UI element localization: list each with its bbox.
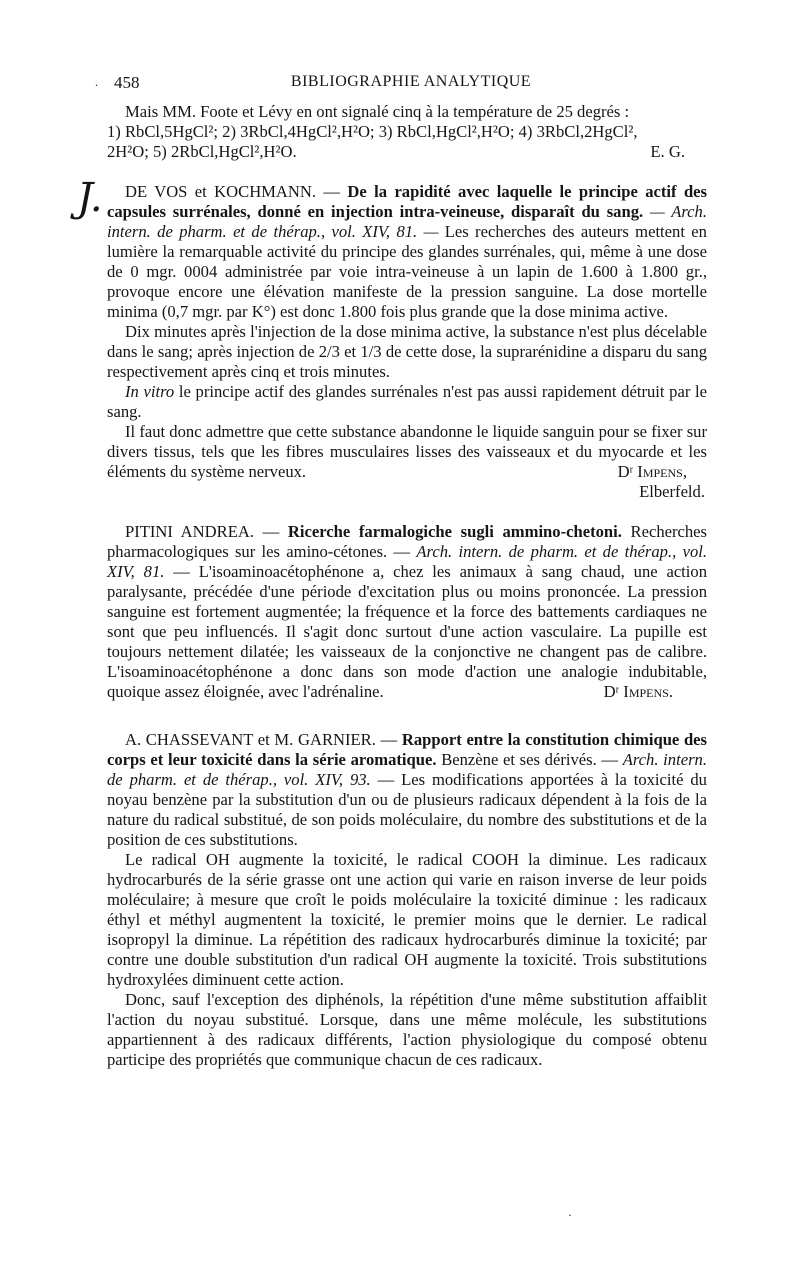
entry-2 xyxy=(77,175,707,502)
handwritten-initial: J. xyxy=(77,175,103,221)
entry-2-paragraph-4 xyxy=(107,422,707,482)
entry-2-abstract: Les recherches des auteurs mettent en lumière la remarquable activité du principe des glandes surrénales, qui, même à une dose de 0 mgr. 0004 administrée par voie intra-veineuse à un lapin de 1.600 à 1.800 gr., provoque encore une élévation manifeste de la pression sanguine. La dose mortelle minima (0,7 mgr. par K°) est donc 1.800 fois plus grande que la dose minima active. xyxy=(107,222,707,321)
entry-3-authors: PITINI ANDREA. xyxy=(125,522,254,541)
entry-3-title-fr: Recherches pharmacologiques sur les amino-cétones. — xyxy=(107,522,708,561)
entry-2-source: — Arch. intern. de pharm. et de thérap., vol. XIV, 81. — xyxy=(107,202,707,241)
entry-4-paragraph-1 xyxy=(107,730,707,850)
entry-3-dash: — xyxy=(253,522,288,541)
entry-3 xyxy=(107,522,707,702)
margin-dot: . xyxy=(95,75,98,89)
entry-4-authors: A. CHASSEVANT et M. GARNIER. xyxy=(125,730,376,749)
entry-2-paragraph-2: Dix minutes après l'injection de la dose minima active, la substance n'est plus décelable dans le sang; après injection de 2/3 et 1/3 de cette dose, la suprarénidine a disparu du sang respectivement après cinq et trois minutes. xyxy=(107,322,707,381)
entry-4-paragraph-3: Donc, sauf l'exception des diphénols, la répétition d'une même substitution affaiblit l'action du noyau substitué. Lorsque, dans une même molécule, les substitutions appartiennent à des radicaux différents, l'action physiologique du composé obtenu participe des propriétés que communique chacun de ces radicaux. xyxy=(107,990,707,1069)
entry-1-line-2: 1) RbCl,5HgCl²; 2) 3RbCl,4HgCl²,H²O; 3) RbCl,HgCl²,H²O; 4) 3RbCl,2HgCl², xyxy=(107,122,638,141)
entry-1 xyxy=(107,102,707,162)
entry-2-dash: — xyxy=(316,182,348,201)
entry-4-dash: — xyxy=(375,730,402,749)
page-number: 458 xyxy=(114,73,140,92)
page-header xyxy=(114,73,708,95)
entry-4-source: Arch. intern. de pharm. et de thérap., vol. XIV, 93. xyxy=(107,750,707,789)
entry-1-line-3 xyxy=(107,142,707,162)
entry-4 xyxy=(107,730,707,1070)
entry-1-line-1: Mais MM. Foote et Lévy en ont signalé cinq à la température de 25 degrés : xyxy=(125,102,630,121)
entry-4-abstract: — Les modifications apportées à la toxicité du noyau benzène par la substitution d'un ou de plusieurs radicaux dépendent à la fois de la nature du radical substitué, de son poids moléculaire, du nombre des substitutions et de la position de ces substitutions. xyxy=(107,770,707,849)
entry-3-abstract: — L'isoaminoacétophénone a, chez les animaux à sang chaud, une action paralysante, précédée d'une période d'excitation plus ou moins prononcée. La pression sanguine est fortement augmentée; la fréquence et la force des battements cardiaques ne sont que peu influencés. Il s'agit donc surtout d'une action vasculaire. La pupille est toujours nettement dilatée; les vaisseaux de la conjonctive ne changent pas de calibre. L'isoaminoacétophénone a donc dans son mode d'action une analogie indubitable, quoique assez éloignée, avec l'adrénaline. xyxy=(107,562,707,701)
entry-3-title: Ricerche farmalogiche sugli ammino-chetoni. xyxy=(287,522,622,541)
entry-2-authors: DE VOS et KOCHMANN. xyxy=(125,182,317,201)
entry-2-title: De la rapidité avec laquelle le principe actif des capsules surrénales, donné en injection intra-veineuse, disparaît du sang. xyxy=(107,182,707,221)
entry-2-paragraph-4-text: Il faut donc admettre que cette substance abandonne le liquide sanguin pour se fixer sur divers tissus, tels que les fibres musculaires lisses des vaisseaux et du myocarde et les éléments du système nerveux. xyxy=(107,422,707,481)
entry-2-paragraph-3 xyxy=(107,382,707,422)
entry-1-signature: E. G. xyxy=(650,142,685,161)
entry-1-formula-end: 2H²O; 5) 2RbCl,HgCl²,H²O. xyxy=(107,142,297,161)
entry-3-paragraph-1 xyxy=(107,522,707,702)
entry-4-paragraph-2: Le radical OH augmente la toxicité, le radical COOH la diminue. Les radicaux hydrocarburés de la série grasse ont une action qui varie en raison inverse de leur poids moléculaire; à mesure que croît le poids moléculaire la toxicité diminue : les radicaux éthyl et méthyl augmentent la toxicité, le premier moins que le dernier. Le radical isopropyl la diminue. La répétition des radicaux hydrocarburés diminue la toxicité; par contre une double substitution d'un radical OH augmente la toxicité. Trois substitutions hydroxylées diminuent cette action. xyxy=(107,850,707,989)
entry-4-subtitle: Benzène et ses dérivés. — xyxy=(436,750,623,769)
entry-4-title: Rapport entre la constitution chimique des corps et leur toxicité dans la série aromatique. xyxy=(107,730,708,769)
entry-3-signature: Dʳ Impens. xyxy=(603,682,673,701)
entry-2-signature: Dʳ Impens, xyxy=(617,462,687,481)
entry-2-in-vitro: In vitro xyxy=(125,382,175,401)
bottom-dot: · xyxy=(568,1208,572,1222)
entry-2-paragraph-3-text: le principe actif des glandes surrénales n'est pas aussi rapidement détruit par le sang. xyxy=(107,382,707,421)
entry-3-source: Arch. intern. de pharm. et de thérap., vol. XIV, 81. xyxy=(107,542,707,581)
running-title: BIBLIOGRAPHIE ANALYTIQUE xyxy=(290,73,532,90)
entry-2-city: Elberfeld. xyxy=(639,482,705,501)
entry-2-paragraph-1 xyxy=(107,182,707,322)
